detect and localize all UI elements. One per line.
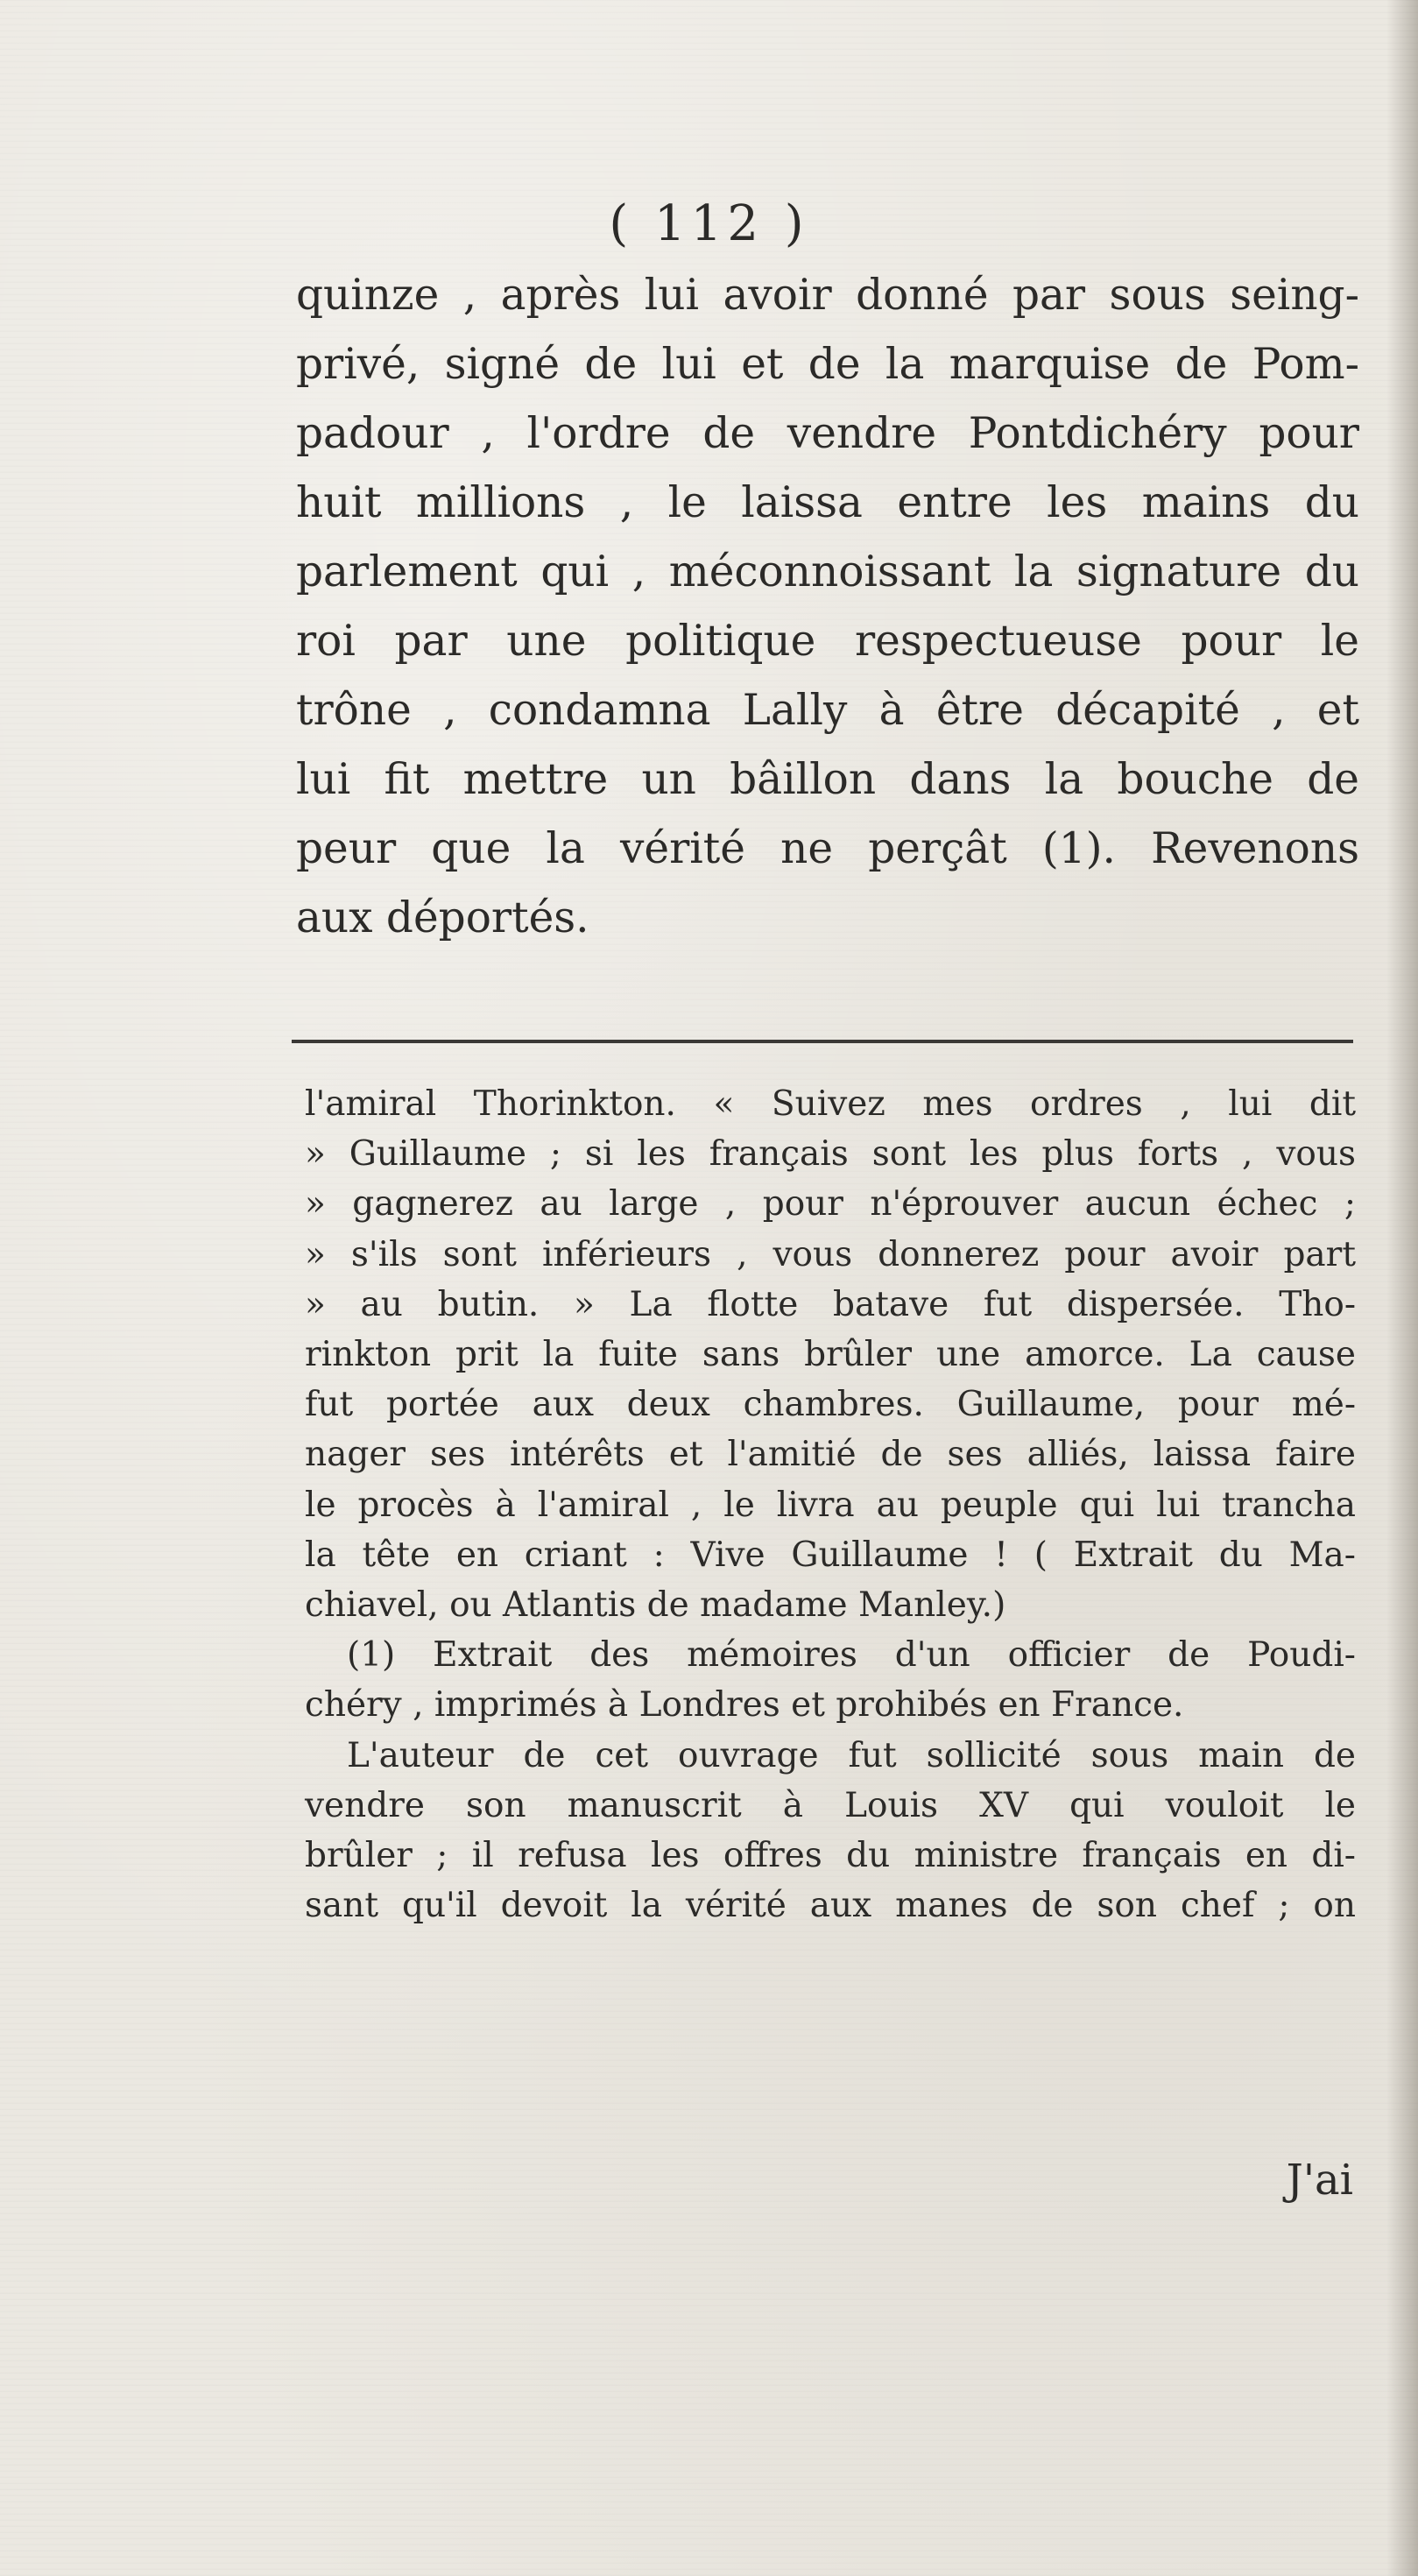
page-number: ( 112 ) [609,195,809,252]
body-line: lui fit mettre un bâillon dans la bouche de [296,755,1359,804]
note-line: rinkton prit la fuite sans brûler une amorce. La cause [305,1335,1356,1375]
footnote-rule [292,1040,1353,1043]
note-line: chéry , imprimés à Londres et prohibés en France. [305,1685,1184,1726]
note-line: » au butin. » La flotte batave fut dispersée. Tho- [305,1284,1356,1324]
note-line: » Guillaume ; si les français sont les plus forts , vous [305,1134,1356,1175]
note-line: vendre son manuscrit à Louis XV qui vouloit le [305,1785,1356,1825]
body-line: quinze , après lui avoir donné par sous seing- [296,271,1359,320]
note-line: la tête en criant : Vive Guillaume ! ( Extrait du Ma- [305,1535,1356,1575]
note-line: brûler ; il refusa les offres du ministre français en di- [305,1836,1356,1876]
note-line: L'auteur de cet ouvrage fut sollicité sous main de [347,1735,1356,1775]
body-line: roi par une politique respectueuse pour le [296,617,1359,666]
note-line: » gagnerez au large , pour n'éprouver aucun échec ; [305,1184,1356,1224]
body-line: huit millions , le laissa entre les mains du [296,478,1359,527]
note-line: nager ses intérêts et l'amitié de ses alliés, laissa faire [305,1435,1356,1475]
note-line: l'amiral Thorinkton. « Suivez mes ordres , lui dit [305,1084,1356,1124]
spine-shadow [1386,0,1418,2576]
note-line: le procès à l'amiral , le livra au peuple qui lui trancha [305,1485,1356,1525]
body-line: trône , condamna Lally à être décapité , et [296,686,1359,735]
body-line: padour , l'ordre de vendre Pontdichéry pour [296,409,1359,458]
body-line: aux déportés. [296,893,589,942]
note-line: (1) Extrait des mémoires d'un officier de Poudi- [347,1635,1356,1676]
body-line: privé, signé de lui et de la marquise de Pom- [296,340,1359,389]
note-line: sant qu'il devoit la vérité aux manes de son chef ; on [305,1886,1356,1926]
note-line: chiavel, ou Atlantis de madame Manley.) [305,1585,1006,1626]
note-line: fut portée aux deux chambres. Guillaume, pour mé- [305,1385,1356,1425]
catchword: J'ai [1286,2156,1353,2205]
footnotes-block [305,1079,1356,1930]
note-line: » s'ils sont inférieurs , vous donnerez pour avoir part [305,1234,1356,1274]
body-line: parlement qui , méconnoissant la signature du [296,547,1359,596]
body-line: peur que la vérité ne perçât (1). Revenons [296,824,1359,873]
main-text-block [296,261,1359,953]
